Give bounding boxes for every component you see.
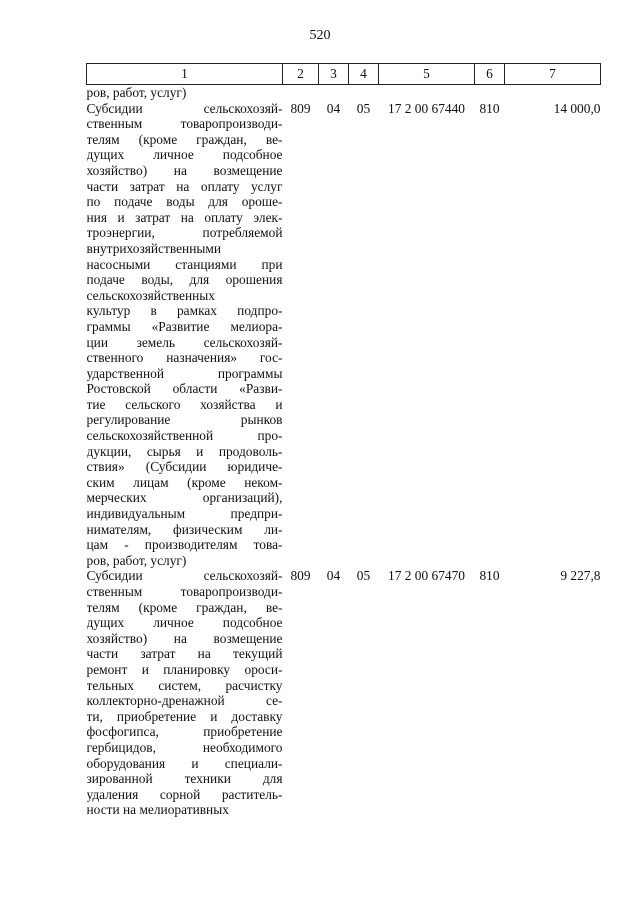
text-line: телям (кроме граждан, ве- (86, 599, 283, 615)
section-code: 04 (326, 568, 341, 584)
header-col-6: 6 (475, 64, 505, 85)
text-line: ствия» (Субсидии юридиче- (86, 459, 283, 475)
table-body (87, 85, 601, 818)
text-line: ским лицам (кроме неком- (86, 474, 283, 490)
subsection-code: 05 (356, 100, 371, 116)
ministry-code: 809 (290, 100, 311, 116)
text-line: хозяйство) на возмещение (86, 162, 283, 178)
text-line: части затрат на оплату услуг (86, 178, 283, 194)
amount: 14 000,0 (553, 100, 601, 116)
text-line: мерческих организаций), (86, 490, 283, 506)
text-line: культур в рамках подпро- (86, 303, 283, 319)
text-line: подаче воды, для орошения (86, 272, 283, 288)
text-line: телям (кроме граждан, ве- (86, 131, 283, 147)
target-article-code: 17 2 00 67440 (388, 100, 465, 116)
header-col-5: 5 (379, 64, 475, 85)
header-col-7: 7 (505, 64, 601, 85)
header-col-2: 2 (283, 64, 319, 85)
subsection-code: 05 (356, 568, 371, 584)
header-row (87, 64, 601, 85)
expense-description (87, 101, 283, 569)
text-line: дущих личное подсобное (86, 147, 283, 163)
expense-type-code: 810 (479, 100, 500, 116)
text-line: по подаче воды для ороше- (86, 194, 283, 210)
section-code: 04 (326, 100, 341, 116)
text-line: ственного назначения» гос- (86, 350, 283, 366)
text-line: ственным товаропроизводи- (86, 584, 283, 599)
text-line: хозяйство) на возмещение (86, 630, 283, 646)
text-line: удаления сорной раститель- (86, 786, 283, 802)
text-line: индивидуальным предпри- (86, 506, 283, 522)
header-col-1: 1 (87, 64, 283, 85)
text-line: ремонт и планировку ороси- (86, 661, 283, 677)
text-line: ния и затрат на оплату элек- (86, 209, 283, 225)
expense-description (87, 568, 283, 818)
text-line: граммы «Развитие мелиора- (86, 318, 283, 334)
header-col-4: 4 (349, 64, 379, 85)
text-line: части затрат на текущий (86, 646, 283, 662)
expense-type-code: 810 (479, 568, 500, 584)
text-line: ственным товаропроизводи- (86, 116, 283, 132)
text-line: гербицидов, необходимого (86, 739, 283, 755)
text-line: сельскохозяйственных (86, 287, 215, 303)
text-line: цам - производителям това- (86, 537, 283, 553)
text-line: регулирование рынков (86, 412, 283, 428)
text-line: ти, приобретение и доставку (86, 708, 283, 724)
text-line: внутрихозяйственными (86, 240, 222, 256)
text-line: ударственной программы (86, 365, 283, 381)
text-line: ности на мелиоративных (86, 802, 229, 818)
page-number: 520 (309, 28, 331, 43)
text-line: Субсидии сельскохозяй- (86, 568, 283, 584)
text-line: зированной техники для (86, 771, 283, 787)
budget-table (86, 63, 601, 818)
amount: 9 227,8 (560, 568, 601, 584)
text-line: оборудования и специали- (86, 755, 283, 771)
text-line: Ростовской области «Разви- (86, 381, 283, 397)
text-line: Субсидии сельскохозяй- (86, 100, 283, 116)
text-line: тельных систем, расчистку (86, 677, 283, 693)
table-row (87, 101, 601, 569)
text-line: дукции, сырья и продоволь- (86, 443, 283, 459)
ministry-code: 809 (290, 568, 311, 584)
text-line: тие сельского хозяйства и (86, 396, 283, 412)
text-line: дущих личное подсобное (86, 615, 283, 631)
text-line: ров, работ, услуг) (86, 552, 187, 568)
continuation-row (87, 85, 601, 101)
text-line: сельскохозяйственной про- (86, 428, 283, 444)
target-article-code: 17 2 00 67470 (388, 568, 465, 584)
table-row (87, 568, 601, 818)
continuation-text (87, 85, 283, 101)
text-line: насосными станциями при (86, 256, 283, 272)
text-line: ров, работ, услуг) (86, 85, 187, 100)
text-line: фосфогипса, приобретение (86, 724, 283, 740)
header-col-3: 3 (319, 64, 349, 85)
text-line: нимателям, физическим ли- (86, 521, 283, 537)
text-line: ции земель сельскохозяй- (86, 334, 283, 350)
text-line: коллекторно-дренажной се- (86, 693, 283, 709)
text-line: троэнергии, потребляемой (86, 225, 283, 241)
